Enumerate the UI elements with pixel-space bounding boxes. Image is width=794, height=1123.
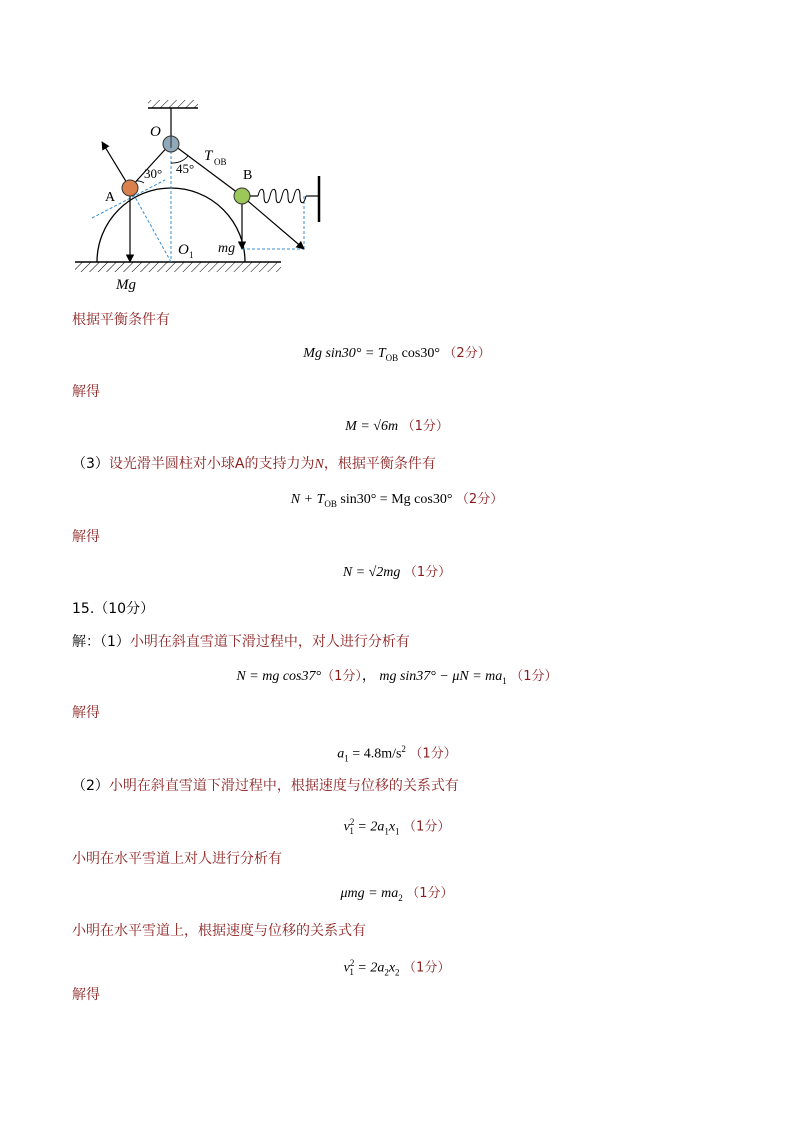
eq5-sep: ， [361,669,376,684]
line-horizontal-analysis: 小明在水平雪道上对人进行分析有 [72,851,282,867]
eq8-main: μmg = ma [340,886,399,901]
eq6-main: a [337,746,345,762]
eq5b-sub: 1 [502,675,507,686]
l6-prefix: 解：（1） [72,634,130,650]
arrow-B-TOB [242,196,304,249]
eq9-points: （1分） [403,960,451,976]
eq5a-points: （1分） [321,669,362,684]
l8-prefix: （2） [72,778,109,794]
eq7-sub: 1 [349,826,354,837]
eq2-points: （1分） [401,419,449,434]
line-part1 [72,633,410,651]
l3-text: 设光滑半圆柱对小球 [108,456,235,472]
eq3-tail: sin30° = Mg cos30° [336,492,453,507]
ceiling-hatch [148,100,198,108]
l3-prefix: （3） [72,456,109,472]
eq4-points: （1分） [403,565,452,580]
label-T: T [204,148,213,164]
label-T-sub: OB [214,157,227,167]
equation-8 [0,885,794,907]
eq3-sub: OB [324,498,337,509]
angle-arc-30 [136,181,144,183]
eq7-sup: 2 [349,817,355,827]
eq7-sub2: 1 [384,826,389,837]
eq9-sub2: 2 [384,967,389,978]
eq7-x: x [388,819,396,835]
eq2-main: M = √6m [345,419,399,434]
eq1-tail: cos30° [398,346,440,361]
l3-A: A [234,456,245,472]
eq6-sub: 1 [344,753,349,764]
line-solve-4: 解得 [72,987,100,1003]
spring-coils [258,189,306,203]
eq1-sub: OB [385,352,399,363]
eq9-tail: = 2a [353,960,385,976]
equation-3 [0,491,794,513]
eq1-main: Mg sin30° = T [303,346,386,361]
equation-5 [0,668,794,690]
label-angle-30: 30° [144,166,163,181]
line-question-15: 15.（10分） [72,601,155,617]
eq6-sup: 2 [401,744,406,754]
eq8-points: （1分） [406,886,454,901]
eq9-main: v [343,960,350,976]
l3-text-c: ，根据平衡条件有 [323,456,436,472]
line-solve-3: 解得 [72,705,100,721]
eq7-sub3: 1 [395,826,400,837]
equation-9 [0,954,794,981]
l3-text-b: 的支持力为 [244,456,315,472]
line-part2 [72,777,459,795]
label-O1: O [178,242,189,258]
eq7-main: v [343,819,350,835]
equation-6 [0,740,794,767]
eq1-points: （2分） [443,346,491,361]
eq7-tail: = 2a [353,819,385,835]
equation-7 [0,813,794,840]
eq9-sub: 1 [349,967,354,978]
dashed-radius-A [130,188,171,262]
eq4-main: N = √2mg [342,565,401,580]
eq5a-main: N = mg cos37° [236,669,322,684]
l8-text: 小明在斜直雪道下滑过程中，根据速度与位移的关系式有 [108,778,459,794]
eq5b-main: mg sin37° − μN = ma [379,669,503,684]
ball-A [122,180,138,196]
equation-2 [0,418,794,436]
physics-diagram [70,96,340,296]
label-Mg: Mg [116,277,136,293]
l3-N: N [314,457,324,472]
equation-1 [0,345,794,367]
label-mg: mg [218,241,236,256]
eq6-tail: = 4.8m/s [348,746,402,762]
label-A: A [105,190,116,205]
eq5b-points: （1分） [510,669,558,684]
eq3-points: （2分） [455,492,504,507]
eq8-sub: 2 [398,892,403,903]
ball-B [234,188,250,204]
eq7-points: （1分） [403,819,451,835]
diagram-svg [70,96,340,296]
line-solve-2: 解得 [72,529,100,545]
eq3-main: N + T [290,492,325,507]
label-B: B [243,168,253,183]
label-angle-45: 45° [176,161,195,176]
equation-4 [0,564,794,582]
label-O: O [150,124,161,140]
eq9-sup: 2 [349,958,355,968]
line-solve-1: 解得 [72,384,100,400]
line-part3 [72,455,436,474]
eq6-points: （1分） [409,746,457,762]
line-equilibrium-1: 根据平衡条件有 [72,312,170,328]
eq9-x: x [388,960,396,976]
l6-text: 小明在斜直雪道下滑过程中，对人进行分析有 [129,634,410,650]
ground-hatch [75,262,281,272]
eq9-sub3: 2 [395,967,400,978]
line-horizontal-kinematics: 小明在水平雪道上，根据速度与位移的关系式有 [72,923,366,939]
label-O1-sub: 1 [189,250,194,260]
